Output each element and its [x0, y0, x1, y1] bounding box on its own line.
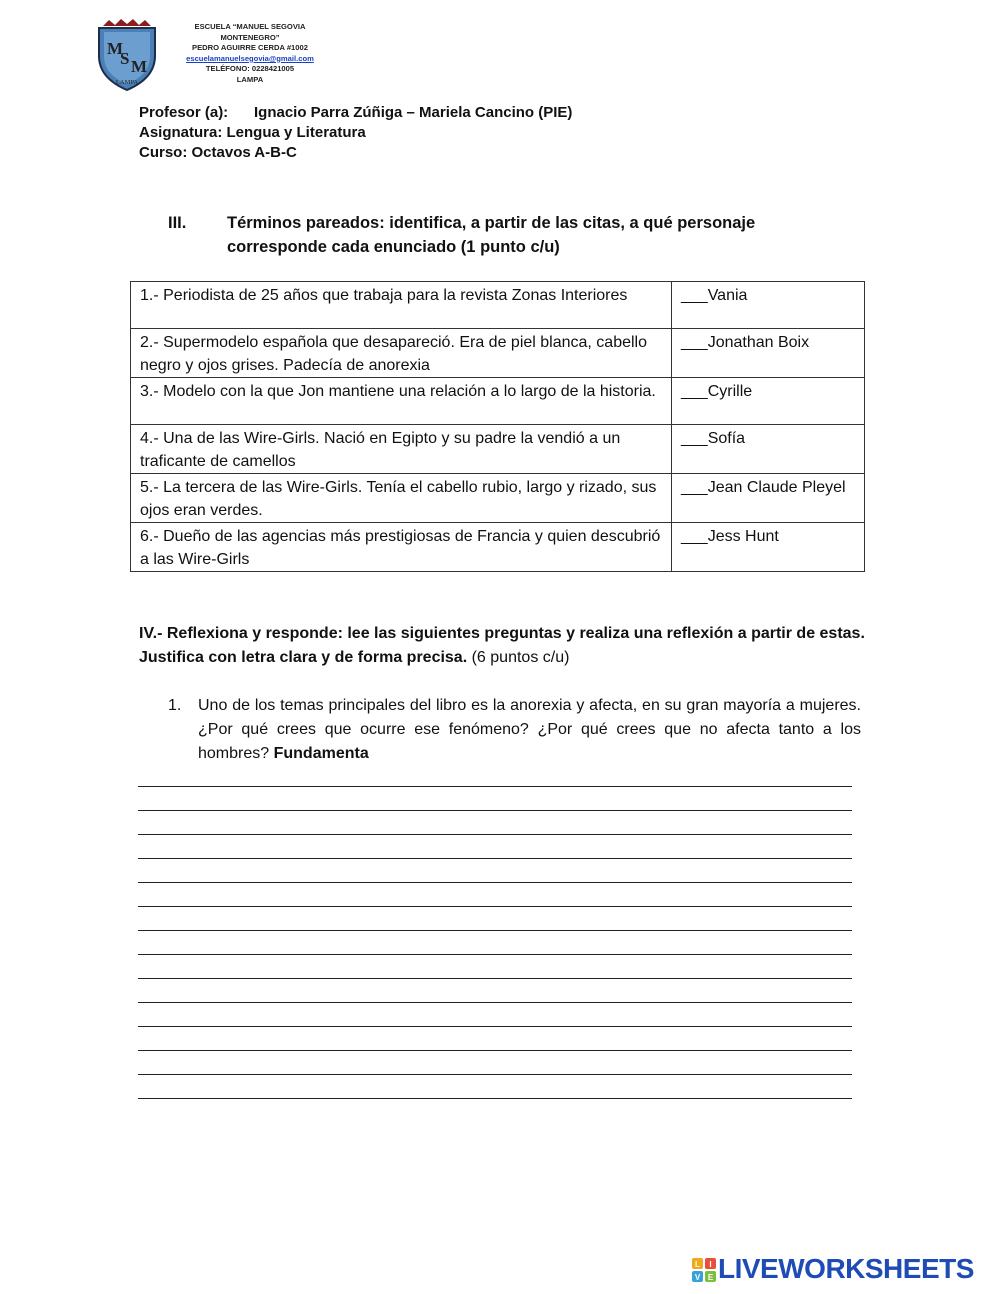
worksheet-meta: [139, 103, 572, 163]
answer-line[interactable]: [138, 1074, 852, 1075]
school-city: LAMPA: [236, 74, 264, 84]
school-address: PEDRO AGUIRRE CERDA #1002: [192, 43, 308, 53]
liveworksheets-logo-icon: [692, 1258, 716, 1282]
profesor-label: Profesor (a):: [139, 104, 229, 121]
answer-cell[interactable]: ___Jonathan Boix: [672, 329, 865, 378]
svg-text:V: V: [694, 1273, 701, 1282]
svg-text:S: S: [120, 49, 130, 68]
school-name-line-2: MONTENEGRO”: [220, 32, 280, 42]
svg-text:M: M: [131, 57, 148, 76]
section-4-heading: [139, 622, 869, 670]
asignatura: Asignatura: Lengua y Literatura: [139, 124, 366, 141]
curso: Curso: Octavos A-B-C: [139, 144, 297, 161]
table-row: [131, 282, 865, 329]
svg-text:L: L: [695, 1260, 700, 1269]
svg-text:I: I: [709, 1260, 712, 1269]
answer-line[interactable]: [138, 810, 852, 811]
answer-cell[interactable]: ___Cyrille: [672, 378, 865, 425]
answer-line[interactable]: [138, 930, 852, 931]
answer-line[interactable]: [138, 1050, 852, 1051]
answer-line[interactable]: [138, 882, 852, 883]
answer-area[interactable]: [138, 786, 852, 1122]
school-email-link[interactable]: escuelamanuelsegovia@gmail.com: [186, 53, 314, 63]
answer-cell[interactable]: ___Sofía: [672, 425, 865, 474]
question-1-number: 1.: [168, 697, 182, 714]
answer-line[interactable]: [138, 1026, 852, 1027]
answer-line[interactable]: [138, 786, 852, 787]
statement-cell: 5.- La tercera de las Wire-Girls. Tenía el cabello rubio, largo y rizado, sus ojos eran verdes.: [131, 474, 672, 523]
profesor-value: Ignacio Parra Zúñiga – Mariela Cancino (PIE): [254, 104, 573, 121]
svg-text:LAMPA: LAMPA: [115, 79, 139, 86]
answer-line[interactable]: [138, 1002, 852, 1003]
svg-text:M: M: [107, 39, 124, 58]
answer-line[interactable]: [138, 1098, 852, 1099]
school-logo: [95, 16, 159, 92]
table-row: [131, 425, 865, 474]
section-4-instruction: IV.- Reflexiona y responde: lee las siguientes preguntas y realiza una reflexión a partir de estas. Justifica con letra clara y de forma precisa.: [139, 625, 865, 666]
answer-cell[interactable]: ___Vania: [672, 282, 865, 329]
liveworksheets-wordmark: LIVEWORKSHEETS: [718, 1253, 974, 1284]
answer-line[interactable]: [138, 858, 852, 859]
answer-cell[interactable]: ___Jess Hunt: [672, 523, 865, 572]
section-3-instruction: Términos pareados: identifica, a partir de las citas, a qué personaje corresponde cada enunciado (1 punto c/u): [227, 214, 756, 256]
statement-cell: 1.- Periodista de 25 años que trabaja para la revista Zonas Interiores: [131, 282, 672, 329]
section-3-number: III.: [168, 214, 187, 232]
svg-text:E: E: [707, 1273, 714, 1282]
school-phone: TELÉFONO: 0228421005: [205, 64, 295, 74]
table-row: [131, 378, 865, 425]
answer-line[interactable]: [138, 906, 852, 907]
statement-cell: 2.- Supermodelo española que desapareció. Era de piel blanca, cabello negro y ojos grises. Padecía de anorexia: [131, 329, 672, 378]
statement-cell: 3.- Modelo con la que Jon mantiene una relación a lo largo de la historia.: [131, 378, 672, 425]
matching-table: [130, 281, 865, 572]
table-row: [131, 523, 865, 572]
school-info: [170, 22, 330, 86]
section-4-points: (6 puntos c/u): [467, 649, 570, 666]
table-row: [131, 474, 865, 523]
question-1-text: Uno de los temas principales del libro es la anorexia y afecta, en su gran mayoría a mujeres. ¿Por qué crees que ocurre ese fenómeno? ¿Por qué crees que no afecta tanto a los hombres?: [198, 697, 861, 762]
table-row: [131, 329, 865, 378]
answer-line[interactable]: [138, 834, 852, 835]
statement-cell: 4.- Una de las Wire-Girls. Nació en Egipto y su padre la vendió a un traficante de camellos: [131, 425, 672, 474]
answer-line[interactable]: [138, 954, 852, 955]
answer-line[interactable]: [138, 978, 852, 979]
question-1-emphasis: Fundamenta: [273, 745, 369, 762]
statement-cell: 6.- Dueño de las agencias más prestigiosas de Francia y quien descubrió a las Wire-Girls: [131, 523, 672, 572]
school-name-line-1: ESCUELA “MANUEL SEGOVIA: [194, 22, 306, 31]
answer-cell[interactable]: ___Jean Claude Pleyel: [672, 474, 865, 523]
